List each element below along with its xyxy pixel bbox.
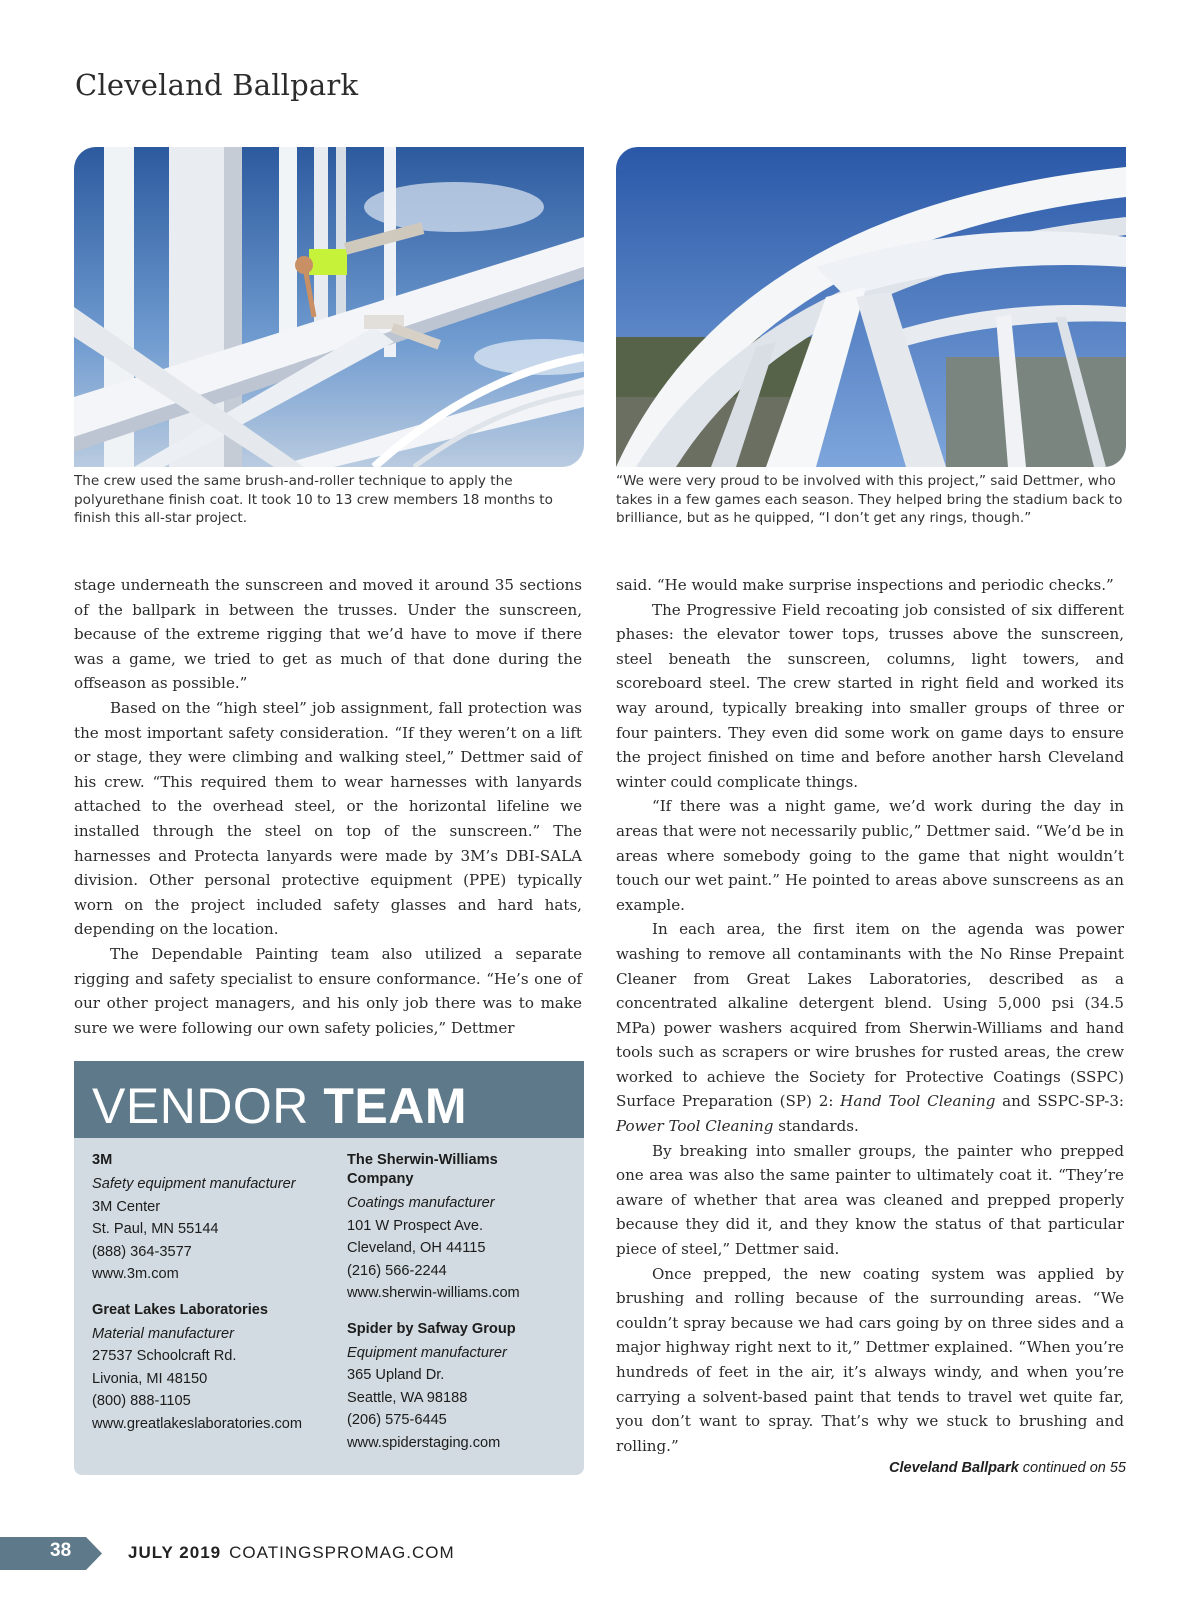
- paragraph: “If there was a night game, we’d work during the day in areas that were not necessarily public,” Dettmer said. “We’d be in areas where somebody going to the game that night wouldn’t touch our wet paint.” He pointed to areas above sunscreens as an example.: [616, 797, 1124, 914]
- vendor-role: Safety equipment manufacturer: [92, 1176, 296, 1192]
- paragraph-text: standards.: [773, 1117, 859, 1136]
- paragraph: said. “He would make surprise inspections and periodic checks.”: [616, 576, 1114, 594]
- vendor-entry: [347, 1320, 567, 1455]
- vendor-column-left: [92, 1151, 332, 1450]
- vendor-phone: (888) 364-3577: [92, 1243, 192, 1260]
- vendor-address: 3M Center: [92, 1198, 161, 1215]
- vendor-team-header: [74, 1061, 584, 1138]
- vendor-title-light: VENDOR: [92, 1078, 309, 1134]
- vendor-team-title: [92, 1077, 467, 1135]
- vendor-phone: (216) 566-2244: [347, 1262, 447, 1279]
- vendor-team-box: [74, 1061, 584, 1475]
- paragraph: [616, 917, 1124, 1138]
- article-column-right: [616, 573, 1124, 1458]
- section-title: Cleveland Ballpark: [75, 68, 359, 102]
- vendor-entry: [347, 1151, 567, 1305]
- paragraph: stage underneath the sunscreen and moved it around 35 sections of the ballpark in between the trusses. Under the sunscreen, because of the extreme rigging that we’d have to move if there was a game, we tried to get as much of that done during the offseason as possible.”: [74, 576, 582, 693]
- footer-issue: [128, 1543, 455, 1563]
- standard-name: Power Tool Cleaning: [616, 1117, 774, 1136]
- page-number: 38: [50, 1540, 72, 1561]
- vendor-city: Cleveland, OH 44115: [347, 1240, 486, 1256]
- vendor-role: Coatings manufacturer: [347, 1195, 495, 1211]
- vendor-city: Livonia, MI 48150: [92, 1370, 208, 1387]
- paragraph: Based on the “high steel” job assignment, fall protection was the most important safety consideration. “If they weren’t on a lift or stage, they were climbing and walking steel,” Dettmer said of his crew. “This required them to wear harnesses with lanyards attached to the overhead steel, or the horizontal lifeline we installed through the steel on top of the sunscreen.” The harnesses and Protecta lanyards were made by 3M’s DBI-SALA division. Other personal protective equipment (PPE) typically worn on the project included safety glasses and hard hats, depending on the location.: [74, 698, 582, 939]
- continued-text: continued on 55: [1022, 1460, 1126, 1476]
- vendor-website: www.3m.com: [92, 1266, 179, 1282]
- issue-date: JULY 2019: [128, 1543, 222, 1562]
- standard-name: Hand Tool Cleaning: [840, 1092, 996, 1111]
- photo-caption-right: “We were very proud to be involved with this project,” said Dettmer, who takes in a few games each season. They helped bring the stadium back to brilliance, but as he quipped, “I don’t get any rings, though.”: [616, 473, 1123, 526]
- vendor-entry: [92, 1301, 332, 1436]
- paragraph: The Progressive Field recoating job consisted of six different phases: the elevator tower tops, trusses above the sunscreen, steel beneath the sunscreen, columns, light towers, and scoreboard steel. The crew started in right field and worked its way around, typically breaking into smaller groups of three or four painters. They even did some work on game days to ensure the project finished on time and before another harsh Cleveland winter could complicate things.: [616, 600, 1124, 791]
- vendor-entry: [92, 1151, 332, 1286]
- vendor-address: 365 Upland Dr.: [347, 1367, 445, 1383]
- paragraph: Once prepped, the new coating system was applied by brushing and rolling because of the surrounding areas. “We couldn’t spray because we had cars going by on three sides and a major highway right next to it,” Dettmer explained. “When you’re hundreds of feet in the air, it’s always windy, and when you’re carrying a solvent-based paint that tends to travel wet quite far, you don’t want to spray. That’s why we stuck to brushing and rolling.”: [616, 1264, 1124, 1455]
- paragraph: By breaking into smaller groups, the painter who prepped one area was also the same painter to ultimately coat it. “They’re aware of whether that area was cleaned and prepped properly because they did it, and they know the status of that particular piece of steel,” Dettmer said.: [616, 1141, 1124, 1259]
- vendor-name: 3M: [92, 1152, 113, 1168]
- photo-stadium-trusses: [616, 147, 1126, 467]
- paragraph-text: In each area, the first item on the agenda was power washing to remove all contaminants with the No Rinse Prepaint Cleaner from Great Lakes Laboratories, described as a concentrated alkaline detergent blend. Using 5,000 psi (34.5 MPa) power washers acquired from Sherwin-Williams and hand tools such as scrapers or wire brushes for rusted areas, the crew worked to achieve the Society for Protective Coatings (SSPC) Surface Preparation (SP) 2:: [616, 920, 1124, 1111]
- vendor-address: 101 W Prospect Ave.: [347, 1217, 484, 1234]
- paragraph: The Dependable Painting team also utilized a separate rigging and safety specialist to ensure conformance. “He’s one of our other project managers, and his only job there was to make sure we were following our own safety policies,” Dettmer: [74, 944, 582, 1037]
- vendor-role: Equipment manufacturer: [347, 1344, 507, 1361]
- continued-note: [889, 1460, 1126, 1476]
- vendor-role: Material manufacturer: [92, 1325, 234, 1342]
- site-name: COATINGSPROMAG.COM: [229, 1543, 455, 1562]
- paragraph-text: and SSPC-SP-3:: [995, 1092, 1125, 1111]
- continued-title: Cleveland Ballpark: [889, 1460, 1019, 1476]
- vendor-name: The Sherwin-Williams Company: [347, 1152, 498, 1187]
- vendor-website: www.sherwin-williams.com: [347, 1285, 520, 1301]
- vendor-website: www.spiderstaging.com: [347, 1434, 501, 1451]
- vendor-city: Seattle, WA 98188: [347, 1389, 468, 1406]
- photo-caption-left: The crew used the same brush-and-roller technique to apply the polyurethane finish coat. It took 10 to 13 crew members 18 months to finish this all-star project.: [74, 473, 553, 526]
- vendor-address: 27537 Schoolcraft Rd.: [92, 1348, 237, 1364]
- vendor-title-bold: TEAM: [323, 1078, 467, 1134]
- vendor-phone: (800) 888-1105: [92, 1393, 191, 1409]
- vendor-name: Spider by Safway Group: [347, 1320, 516, 1337]
- photo-crew-painting: [74, 147, 584, 467]
- vendor-name: Great Lakes Laboratories: [92, 1301, 269, 1318]
- vendor-column-right: [347, 1151, 567, 1469]
- article-column-left: [74, 573, 582, 1040]
- vendor-phone: (206) 575-6445: [347, 1412, 447, 1428]
- vendor-website: www.greatlakeslaboratories.com: [92, 1415, 303, 1432]
- vendor-city: St. Paul, MN 55144: [92, 1221, 219, 1237]
